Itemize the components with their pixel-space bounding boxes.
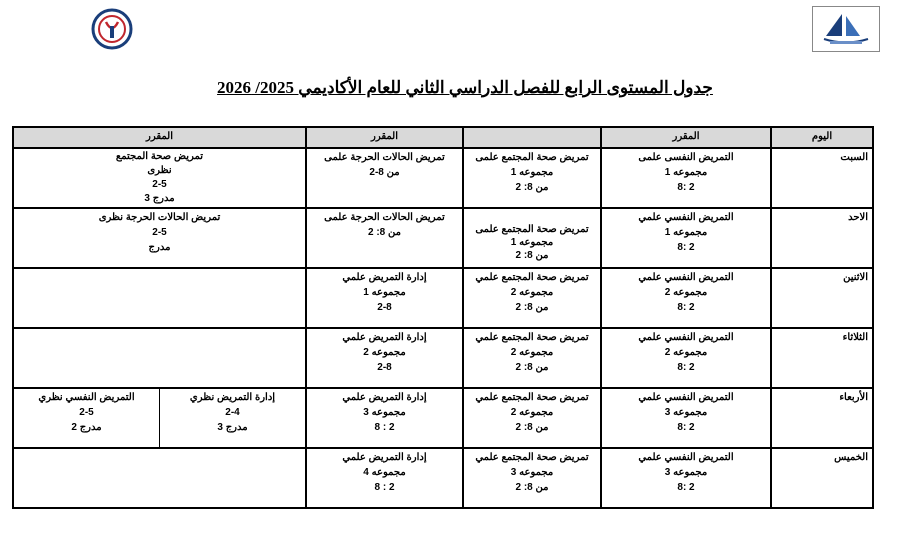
cell-line: إدارة التمريض علمي [342, 332, 427, 343]
cell-line: تمريض الحالات الحرجة علمى [324, 212, 445, 223]
cell-line: مجموعه 1 [664, 167, 708, 178]
cell-line: التمريض النفسي علمي [638, 212, 734, 223]
cell-line: التمريض النفسى علمى [638, 152, 734, 163]
day-cell: الاثنين [771, 268, 873, 328]
split-cell [13, 388, 306, 448]
header-course-3: المقرر [306, 127, 463, 148]
cell-line: 2 :8 [677, 242, 695, 253]
cell-line: 2-8 [377, 302, 392, 313]
cell-line: مجموعه 2 [510, 407, 554, 418]
cell-line: التمريض النفسي علمي [638, 392, 734, 403]
cell-line: نظرى [147, 165, 172, 176]
table-row [13, 208, 873, 268]
cell-line: مجموعه 1 [510, 237, 554, 248]
course-cell [306, 148, 463, 208]
cell-line: مجموعه 3 [510, 467, 554, 478]
course-subcell [160, 389, 305, 447]
day-cell: الاحد [771, 208, 873, 268]
day-cell: الثلاثاء [771, 328, 873, 388]
cell-line: إدارة التمريض نظري [189, 392, 276, 403]
course-cell [13, 208, 306, 268]
header-day: اليوم [771, 127, 873, 148]
table-row [13, 268, 873, 328]
cell-line: إدارة التمريض علمي [342, 452, 427, 463]
cell-line: 2 : 8 [374, 422, 395, 433]
header-row [13, 127, 873, 148]
cell-line: تمريض صحة المجتمع علمى [475, 152, 589, 163]
course-cell [463, 148, 601, 208]
cell-line: مدرج 3 [144, 193, 175, 204]
cell-line: مدرج [148, 242, 171, 253]
cell-line: إدارة التمريض علمي [342, 392, 427, 403]
cell-line: مجموعه 1 [510, 167, 554, 178]
cell-line: من 8: 2 [515, 362, 549, 373]
header-course-2 [463, 127, 601, 148]
header-course-4: المقرر [13, 127, 306, 148]
course-cell [306, 208, 463, 268]
split-container [14, 389, 305, 447]
cell-line: 2-5 [152, 227, 167, 238]
cell-line: مجموعه 4 [363, 467, 406, 478]
table-row [13, 328, 873, 388]
cell-line: من 8: 2 [368, 227, 401, 238]
course-cell [463, 268, 601, 328]
cell-line: 2 :8 [677, 482, 695, 493]
course-cell [601, 328, 771, 388]
faculty-seal-icon [89, 8, 135, 50]
cell-line: 2-4 [225, 407, 240, 418]
course-subcell [14, 389, 160, 447]
course-cell [306, 328, 463, 388]
sailboat-logo-icon [816, 10, 876, 48]
cell-line: مدرج 3 [217, 422, 248, 433]
cell-line: تمريض الحالات الحرجة علمى [324, 152, 445, 163]
cell-line: 2 :8 [677, 182, 695, 193]
cell-line: من 8: 2 [515, 482, 549, 493]
cell-line: 2-5 [152, 179, 167, 190]
page-title: جدول المستوى الرابع للفصل الدراسي الثاني للعام الأكاديمي 2025/ 2026 [217, 78, 713, 97]
cell-line: مجموعه 3 [363, 407, 406, 418]
course-cell [463, 208, 601, 268]
cell-line: من 8: 2 [515, 182, 549, 193]
course-cell [601, 268, 771, 328]
course-cell [601, 148, 771, 208]
cell-line: مجموعه 2 [664, 287, 708, 298]
cell-line: من 8: 2 [515, 250, 549, 261]
cell-line [468, 210, 596, 223]
university-logo [812, 6, 880, 52]
cell-line: تمريض صحة المجتمع علمي [475, 392, 589, 403]
cell-line: التمريض النفسي نظري [38, 392, 135, 403]
cell-line: مدرج 2 [71, 422, 102, 433]
cell-line: مجموعه 2 [510, 287, 554, 298]
day-cell: السبت [771, 148, 873, 208]
day-cell: الخميس [771, 448, 873, 508]
cell-line: تمريض صحة المجتمع علمى [475, 224, 589, 235]
schedule-table [12, 126, 874, 509]
course-cell [601, 208, 771, 268]
faculty-logo [78, 6, 146, 52]
course-cell [306, 268, 463, 328]
course-cell [306, 448, 463, 508]
cell-line: 2 :8 [677, 302, 695, 313]
table-row [13, 388, 873, 448]
course-cell [463, 448, 601, 508]
header-course-1: المقرر [601, 127, 771, 148]
course-cell [463, 388, 601, 448]
empty-cell [13, 268, 306, 328]
cell-line: من 8: 2 [515, 302, 549, 313]
cell-line: التمريض النفسي علمي [638, 272, 734, 283]
course-cell [601, 388, 771, 448]
cell-line: 2-8 [377, 362, 392, 373]
cell-line: من 8: 2 [515, 422, 549, 433]
cell-line: مجموعه 1 [664, 227, 708, 238]
course-cell [306, 388, 463, 448]
cell-line: مجموعه 2 [510, 347, 554, 358]
table-row [13, 148, 873, 208]
course-cell [13, 148, 306, 208]
cell-line: التمريض النفسي علمي [638, 332, 734, 343]
course-cell [601, 448, 771, 508]
day-cell: الأربعاء [771, 388, 873, 448]
cell-line: تمريض صحة المجتمع [115, 151, 204, 162]
cell-line: مجموعه 3 [664, 467, 708, 478]
cell-line: إدارة التمريض علمي [342, 272, 427, 283]
cell-line: 2 : 8 [374, 482, 395, 493]
cell-line: تمريض صحة المجتمع علمي [475, 272, 589, 283]
cell-line: تمريض صحة المجتمع علمي [475, 332, 589, 343]
cell-line: مجموعه 3 [664, 407, 708, 418]
empty-cell [13, 328, 306, 388]
cell-line: 2-5 [79, 407, 94, 418]
cell-line: التمريض النفسي علمي [638, 452, 734, 463]
cell-line: مجموعه 2 [664, 347, 708, 358]
course-cell [463, 328, 601, 388]
cell-line: مجموعه 2 [363, 347, 406, 358]
cell-line: مجموعه 1 [363, 287, 406, 298]
cell-line: من 8-2 [369, 167, 400, 178]
table-row [13, 448, 873, 508]
cell-line: 2 :8 [677, 362, 695, 373]
cell-line: 2 :8 [677, 422, 695, 433]
cell-line: تمريض صحة المجتمع علمي [475, 452, 589, 463]
cell-line: تمريض الحالات الحرجة نظرى [98, 212, 221, 223]
empty-cell [13, 448, 306, 508]
